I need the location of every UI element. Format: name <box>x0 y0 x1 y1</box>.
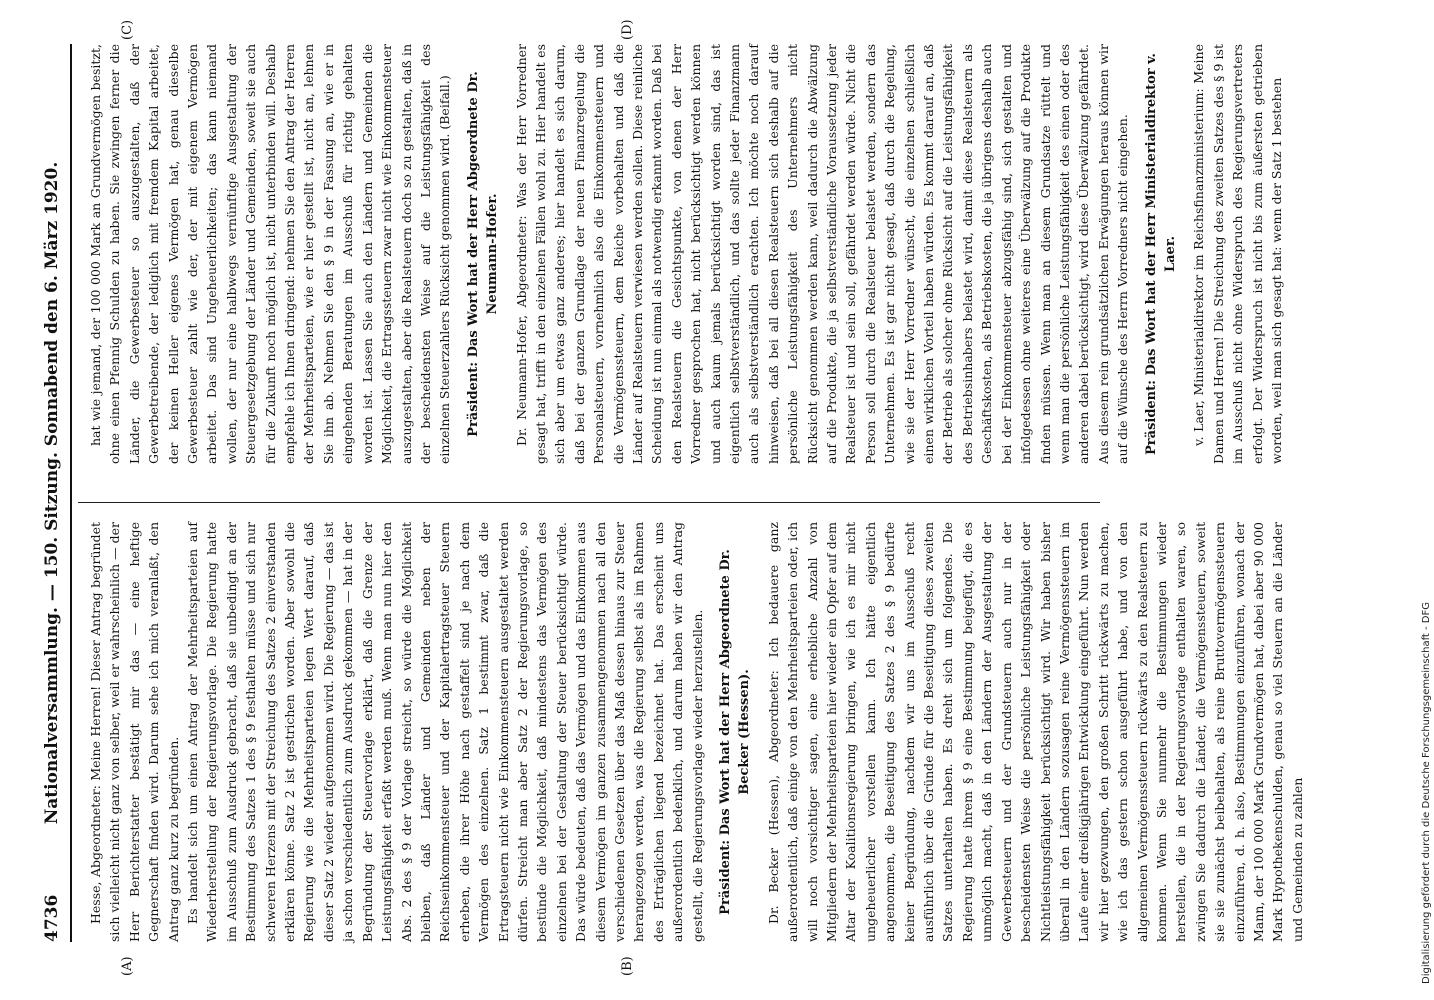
margin-mark-b: (B) <box>620 956 635 976</box>
scan-note-text: Digitalisierung gefördert durch die Deutsche Forschungsgemeinschaft - DFG <box>1421 601 1432 984</box>
column-divider <box>78 502 1100 503</box>
scan-note <box>1416 492 1434 992</box>
paragraph: Hesse, Abgeordneter: Meine Herren! Dieser Antrag begründet sich vielleicht nicht ganz von selber, weil er wahrscheinlich — der Herr Berichterstatter bestätigt mir das — eine heftige Gegnerschaft finden wird. Darum sehe ich mich veranlaßt, den Antrag ganz kurz zu begründen. <box>88 522 181 942</box>
paragraph: Dr. Neumann-Hofer, Abgeordneter: Was der Herr Vorredner gesagt hat, trifft in den einzelnen Fällen wohl zu. Hier handelt es sich aber um etwas ganz anderes; hier handelt es sich darum, daß bei der ganzen Grundlage der neuen Finanzregelung die Personalsteuern, vornehmlich also die Einkommensteuern und die Vermögenssteuern, dem Reiche vorbehalten und daß die Länder auf Realsteuern verwiesen werden sollen. Diese reinliche Scheidung ist nun einmal als notwendig erkannt worden. Daß bei den Realsteuern die Gesichtspunkte, von denen der Herr Vorredner gesprochen hat, nicht berücksichtigt werden können und auch kaum jemals berücksichtigt worden sind, das ist eigentlich selbstverständlich, und das sollte jeder Finanzmann auch als selbstverständlich erachten. Ich möchte noch darauf hinweisen, daß bei all diesen Realsteuern sich deshalb auf die persönliche Leistungsfähigkeit des Unternehmers nicht Rücksicht genommen werden kann, weil dadurch die Abwälzung auf die Produkte, die ja selbstverständliche Voraussetzung jeder Realsteuer ist und sein soll, gefährdet werden würde. Nicht die Person soll durch die Realsteuer belastet werden, sondern das Unternehmen. Es ist gar nicht gesagt, daß durch die Regelung, wie sie der Herr Vorredner wünscht, die einzelnen schließlich einen wirklichen Vorteil haben würden. Es kommt darauf an, daß der Betrieb als solcher ohne Rücksicht auf die Leistungsfähigkeit des Betriebsinhabers belastet wird, damit diese Realsteuern als Geschäftskosten, als Betriebskosten, die ja übrigens deshalb auch bei der Einkommensteuer abzugsfähig sind, sich gestalten und infolgedessen ohne weiteres eine Überwälzung auf die Produkte finden müssen. Wenn man an diesem Grundsatze rüttelt und wenn man die persönliche Leistungsfähigkeit des einen oder des anderen dabei berücksichtigt, wird diese Überwälzung gefährdet. Aus diesem rein grundsätzlichen Erwägungen heraus können wir auf die Wünsche des Herrn Vorredners nicht eingehen. <box>513 44 1131 464</box>
paragraph: Es handelt sich um einen Antrag der Mehrheitsparteien auf Wiederherstellung der Regierungsvorlage. Die Regierung hatte im Ausschuß zum Ausdruck gebracht, daß sie unbedingt an der Bestimmung des Satzes 1 des § 9 festhalten müsse und sich nur schweren Herzens mit der Streichung des Satzes 2 einverstanden erklären könne. Satz 2 ist gestrichen worden. Aber sowohl die Regierung wie die Mehrheitsparteien legen Wert darauf, daß dieser Satz 2 wieder aufgenommen wird. Die Regierung — das ist ja schon verschiedentlich zum Ausdruck gekommen — hat in der Begründung der Steuervorlage erklärt, daß die Grenze der Leistungsfähigkeit erfaßt werden muß. Wenn man nun hier den Abs. 2 des § 9 der Vorlage streicht, so würde die Möglichkeit bleiben, daß Länder und Gemeinden neben der Reichseinkommensteuer und der Kapitalertragsteuer Steuern erheben, die ihrer Höhe nach gestaffelt sind je nach dem Vermögen des einzelnen. Satz 1 bestimmt zwar, daß die Ertragsteuern nicht wie Einkommensteuern ausgestaltet werden dürfen. Streicht man aber Satz 2 der Regierungsvorlage, so bestünde die Möglichkeit, daß mindestens das Vermögen des einzelnen bei der Gestaltung der Steuer berücksichtigt würde. Das würde bedeuten, daß das Vermögen und das Einkommen aus diesem Vermögen im ganzen zusammengenommen nach all den verschiedenen Gesetzen über das Maß dessen hinaus zur Steuer herangezogen werden, was die Regierung selbst als im Rahmen des Erträglichen liegend bezeichnet hat. Das erscheint uns außerordentlich bedenklich, und darum haben wir den Antrag gestellt, die Regierungsvorlage wieder herzustellen. <box>185 522 705 942</box>
left-column <box>86 522 1305 942</box>
paragraph: v. Laer, Ministerialdirektor im Reichsfinanzministerium: Meine Damen und Herren! Die Streichung des zweiten Satzes des § 9 ist im Ausschuß nicht ohne Widerspruch des Regierungsvertreters erfolgt. Der Widerspruch ist nicht bis zum äußersten getrieben worden, weil man sich gesagt hat: wenn der Satz 1 bestehen <box>1191 44 1284 464</box>
paragraph: hat wie jemand, der 100 000 Mark an Grundvermögen besitzt, ohne einen Pfennig Schulden zu haben. Sie zwingen ferner die Länder, die Gewerbesteuer so auszugestalten, daß der Gewerbetreibende, der lediglich mit fremdem Kapital arbeitet, der keinen Heller eigenes Vermögen hat, genau dieselbe Gewerbesteuer zahlt wie der, der mit eigenem Vermögen arbeitet. Das sind Ungeheuerlichkeiten; das kann niemand wollen, der nur eine halbwegs vernünftige Ausgestaltung der Steuergesetzgebung der Länder und Gemeinden, soweit sie auch für die Zukunft noch möglich ist, nicht unterbinden will. Deshalb empfehle ich Ihnen dringend: nehmen Sie den Antrag der Herren der Mehrheitsparteien, wie er hier gestellt ist, nicht an, lehnen Sie ihn ab. Nehmen Sie den § 9 in der Fassung an, wie er in eingehenden Beratungen im Ausschuß für richtig gehalten worden ist. Lassen Sie auch den Ländern und Gemeinden die Möglichkeit, die Ertragssteuern zwar nicht wie Einkommensteuer auszugestalten, aber die Realsteuern doch so zu gestalten, daß in der bescheidensten Weise auf die Leistungsfähigkeit des einzelnen Steuerzahlers Rücksicht genommen wird. (Beifall.) <box>88 44 453 464</box>
margin-mark-c: (C) <box>120 19 135 40</box>
page-header <box>36 44 72 942</box>
paragraph: Dr. Becker (Hessen), Abgeordneter: Ich bedauere ganz außerordentlich, daß einige von den Mehrheitsparteien oder, ich will noch vorsichtiger sagen, eine erhebliche Anzahl von Mitgliedern der Mehrheitsparteien hier wieder ein Opfer auf dem Altar der Koalitionsregierung bringen, wie ich es mir nicht ungeheuerlicher vorstellen kann. Ich hätte eigentlich angenommen, die Beseitigung des Satzes 2 des § 9 bedürfte keiner Begründung, nachdem wir uns im Ausschuß recht ausführlich über die Gründe für die Beseitigung dieses zweiten Satzes unterhalten haben. Es dreht sich um folgendes. Die Regierung hatte ihrem § 9 eine Bestimmung beigefügt, die es unmöglich macht, daß in den Ländern der Ausgestaltung der Gewerbesteuern und der Grundsteuern auch nur in der bescheidensten Weise die persönliche Leistungsfähigkeit oder Nichtleistungsfähigkeit berücksichtigt wird. Wir haben bisher überall in den Ländern sozusagen reine Vermögenssteuern im Laufe einer dreißigjährigen Entwicklung eingeführt. Nun werden wir hier gezwungen, den großen Schritt rückwärts zu machen, wie ich das gestern schon ausgeführt habe, und von den allgemeinen Vermögenssteuern rückwärts zu den Realsteuern zu kommen. Wenn Sie nunmehr die Bestimmungen wieder herstellen, die in der Regierungsvorlage enthalten waren, so zwingen Sie dadurch die Länder, die Vermögenssteuern, soweit sie sie zunächst beibehalten, als reine Bruttovermögenssteuern einzuführen, d. h. also, Bestimmungen einzuführen, wonach der Mann, der 100 000 Mark Grundvermögen hat, dabei aber 90 000 Mark Hypothekenschulden, genau so viel Steuern an die Länder und Gemeinden zu zahlen <box>765 522 1305 942</box>
paragraph: Präsident: Das Wort hat der Herr Abgeordnete Dr. Becker (Hessen). <box>718 549 753 915</box>
right-column <box>86 44 1284 464</box>
page-number: 4736 <box>42 894 62 942</box>
paragraph: Präsident: Das Wort hat der Herr Abgeordnete Dr. Neumann-Hofer. <box>465 71 501 437</box>
paragraph: Präsident: Das Wort hat der Herr Ministerialdirektor v. Laer. <box>1143 53 1178 455</box>
running-title: Nationalversammlung. — 150. Sitzung. Sonnabend den 6. März 1920. <box>42 161 62 825</box>
margin-mark-a: (A) <box>120 956 135 976</box>
margin-mark-d: (D) <box>620 19 635 40</box>
